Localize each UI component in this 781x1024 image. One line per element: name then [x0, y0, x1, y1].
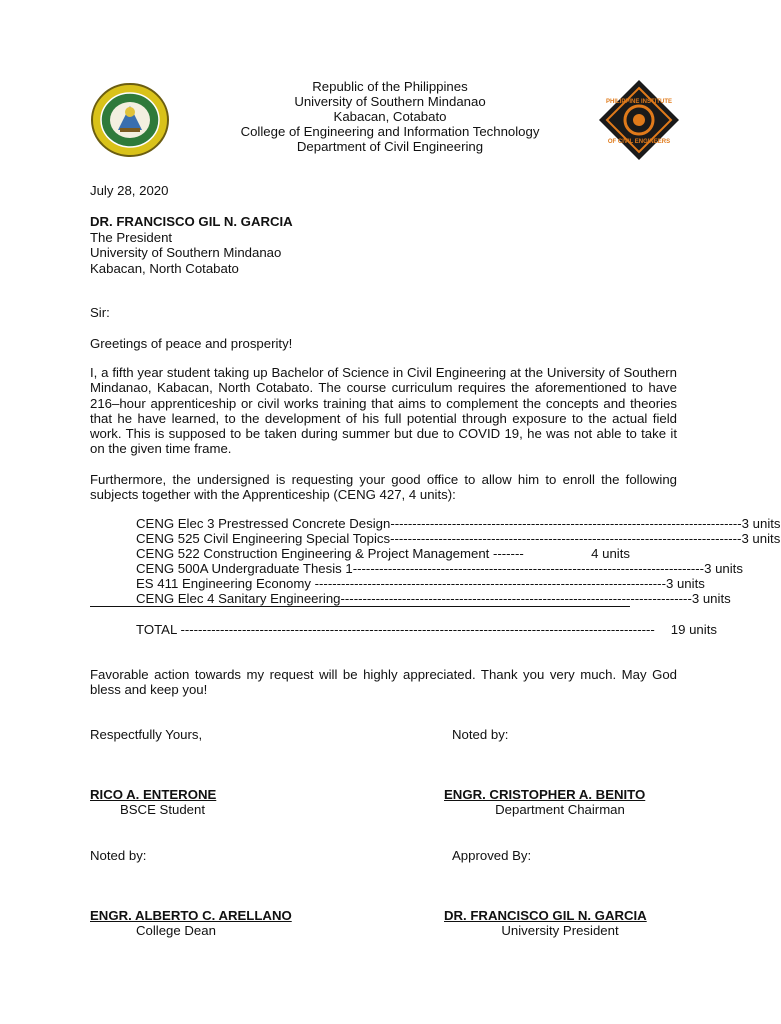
- letter-date: July 28, 2020: [90, 183, 169, 198]
- signatory-title: College Dean: [136, 923, 216, 938]
- body-paragraph-1: I, a fifth year student taking up Bachelor of Science in Civil Engineering at the University of Southern Mindanao, Kabacan, North Cotabato. The course curriculum requires the aforementioned to have 216–hour apprenticeship or civil works training that aims to complement the concepts and theories that he have learned, to the development of his full potential through exposure to the actual field work. This is supposed to be taken during summer but due to COVID 19, he was not able to take it on the given time frame.: [90, 365, 677, 457]
- noted-by-label-2: Noted by:: [90, 848, 147, 863]
- recipient-org: University of Southern Mindanao: [90, 245, 282, 260]
- signatory-chairman: [444, 787, 676, 817]
- letterhead-line: Republic of the Philippines: [312, 79, 468, 94]
- subject-name: CENG 525 Civil Engineering Special Topics: [136, 531, 391, 546]
- dash-leader: [524, 546, 584, 561]
- signatory-president: [444, 908, 676, 938]
- letterhead-line: University of Southern Mindanao: [294, 94, 486, 109]
- subjects-underline: [90, 606, 630, 607]
- approved-by-label: Approved By:: [452, 848, 532, 863]
- recipient-name: DR. FRANCISCO GIL N. GARCIA: [90, 214, 293, 229]
- subject-row: [136, 531, 781, 546]
- recipient-block: [90, 214, 293, 276]
- respectfully-yours: Respectfully Yours,: [90, 727, 203, 742]
- pice-logo-text-top: PHILIPPINE INSTITUTE: [605, 99, 673, 105]
- greeting: Greetings of peace and prosperity!: [90, 336, 293, 351]
- subject-name: CENG 522 Construction Engineering & Project Management -------: [136, 546, 524, 561]
- subject-name: ES 411 Engineering Economy: [136, 576, 315, 591]
- recipient-title: The President: [90, 229, 173, 245]
- total-units: 19 units: [670, 622, 717, 637]
- subject-row: [136, 561, 743, 576]
- subject-units: 3 units: [741, 531, 781, 546]
- signatory-title: Department Chairman: [495, 802, 625, 817]
- subject-units: 3 units: [741, 516, 781, 531]
- dash-leader: --------------------------------------------------------------------------------: [340, 591, 692, 606]
- subject-name: CENG 500A Undergraduate Thesis 1: [136, 561, 353, 576]
- signatory-name: DR. FRANCISCO GIL N. GARCIA: [444, 908, 647, 923]
- subject-units: 3 units: [704, 561, 743, 576]
- pice-logo-text-bottom: OF CIVIL ENGINEERS: [607, 139, 671, 145]
- letterhead: [150, 79, 630, 154]
- signatory-name: ENGR. CRISTOPHER A. BENITO: [444, 787, 646, 802]
- subject-row: [136, 576, 705, 591]
- salutation: Sir:: [90, 305, 110, 320]
- subject-name: CENG Elec 3 Prestressed Concrete Design: [136, 516, 391, 531]
- dash-leader: --------------------------------------------------------------------------------: [390, 516, 742, 531]
- letterhead-line: College of Engineering and Information Technology: [240, 124, 540, 139]
- dash-leader: ------------------------------------------------------------------------------------------------------------: [180, 622, 655, 637]
- dash-leader: --------------------------------------------------------------------------------: [352, 561, 705, 576]
- closing-paragraph: Favorable action towards my request will be highly appreciated. Thank you very much. May God bless and keep you!: [90, 667, 677, 698]
- noted-by-label: Noted by:: [452, 727, 509, 742]
- subject-units: 3 units: [665, 576, 705, 591]
- subject-row: [136, 546, 630, 561]
- subject-units: 4 units: [583, 546, 630, 561]
- dash-leader: --------------------------------------------------------------------------------: [314, 576, 666, 591]
- subject-units: 3 units: [691, 591, 731, 606]
- subject-row: [136, 516, 781, 531]
- signatory-title: University President: [501, 923, 619, 938]
- letterhead-line: Kabacan, Cotabato: [333, 109, 447, 124]
- letterhead-line: Department of Civil Engineering: [296, 139, 484, 154]
- signatory-name: RICO A. ENTERONE: [90, 787, 217, 802]
- subject-name: CENG Elec 4 Sanitary Engineering: [136, 591, 341, 606]
- signatory-name: ENGR. ALBERTO C. ARELLANO: [90, 908, 292, 923]
- signatory-student: [90, 787, 235, 817]
- total-row: [136, 622, 717, 637]
- recipient-address: Kabacan, North Cotabato: [90, 260, 239, 276]
- signatory-dean: [90, 908, 322, 938]
- signatory-title: BSCE Student: [119, 802, 206, 817]
- total-label: TOTAL: [136, 622, 181, 637]
- body-paragraph-2: Furthermore, the undersigned is requesting your good office to allow him to enroll the following subjects together with the Apprenticeship (CENG 427, 4 units):: [90, 472, 677, 503]
- dash-leader: --------------------------------------------------------------------------------: [390, 531, 742, 546]
- subject-row: [136, 591, 731, 606]
